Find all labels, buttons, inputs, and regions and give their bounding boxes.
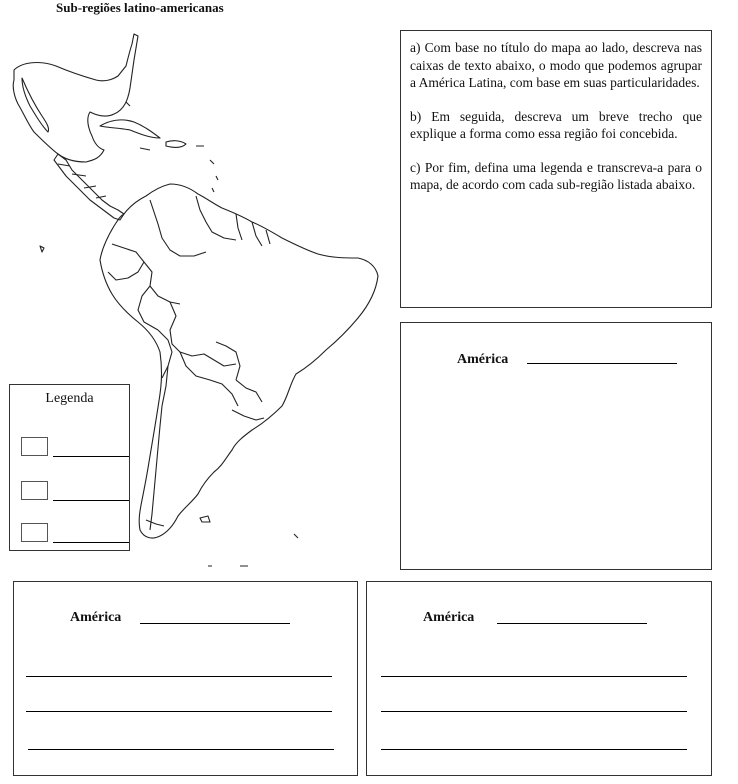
answer-line[interactable]	[28, 749, 334, 750]
answer-box-bottom-left	[13, 581, 358, 776]
legend-entry[interactable]	[21, 481, 129, 501]
hispaniola-outline	[166, 141, 186, 148]
legend-entry[interactable]	[21, 523, 129, 543]
answer-line[interactable]	[26, 711, 332, 712]
america-label: América	[423, 610, 475, 625]
legend-entry-line[interactable]	[53, 542, 129, 543]
baja-california-outline	[22, 78, 49, 132]
legend-color-swatch[interactable]	[21, 481, 48, 500]
legend-entry-line[interactable]	[53, 500, 129, 501]
answer-line[interactable]	[381, 676, 687, 677]
answer-line[interactable]	[26, 676, 332, 677]
answer-line[interactable]	[381, 711, 687, 712]
legend-entry[interactable]	[21, 437, 129, 457]
instructions-box	[400, 30, 712, 308]
answer-box-right	[400, 322, 712, 570]
legend-entry-line[interactable]	[53, 456, 129, 457]
legend-color-swatch[interactable]	[21, 523, 48, 542]
subregion-name-line[interactable]	[527, 363, 677, 364]
page-title: Sub-regiões latino-americanas	[56, 0, 224, 15]
answer-box-bottom-right	[366, 581, 712, 776]
legend-color-swatch[interactable]	[21, 437, 48, 456]
instruction-b: b) Em seguida, descreva um breve trecho que explique a forma como essa região foi concebida.	[410, 108, 702, 141]
america-label: América	[70, 610, 122, 625]
legend-box	[9, 384, 130, 551]
cuba-outline	[100, 120, 160, 138]
legend-title: Legenda	[45, 391, 94, 406]
subregion-name-line[interactable]	[140, 623, 290, 624]
instruction-c: c) Por fim, defina uma legenda e transcreva-a para o mapa, de acordo com cada sub-região listada abaixo.	[410, 159, 702, 192]
subregion-name-line[interactable]	[497, 623, 647, 624]
instruction-a: a) Com base no título do mapa ao lado, descreva nas caixas de texto abaixo, o modo que podemos agrupar a América Latina, com base em suas particularidades.	[410, 40, 702, 90]
america-label: América	[457, 352, 509, 367]
answer-line[interactable]	[381, 749, 687, 750]
